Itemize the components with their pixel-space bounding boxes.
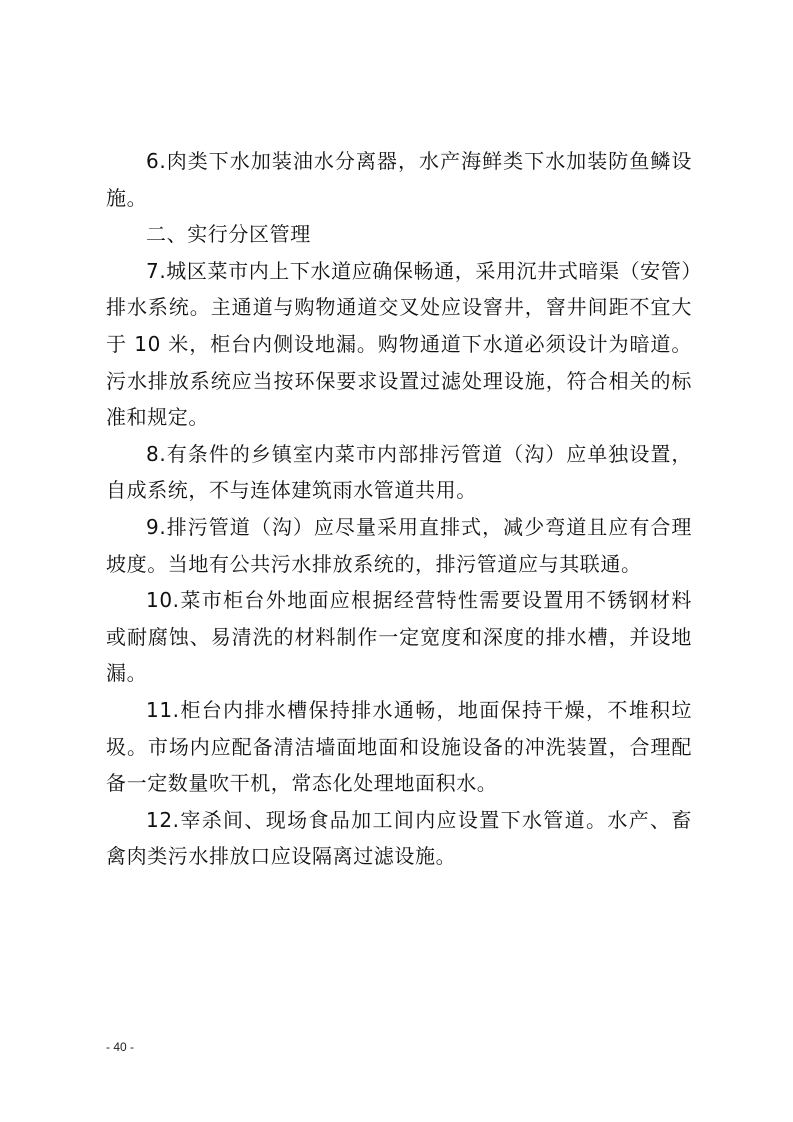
page-number: - 40 - — [106, 1040, 135, 1054]
paragraph-9: 9.排污管道（沟）应尽量采用直排式，减少弯道且应有合理坡度。当地有公共污水排放系统的，排污管道应与其联通。 — [106, 514, 692, 576]
paragraph-8: 8.有条件的乡镇室内菜市内部排污管道（沟）应单独设置，自成系统，不与连体建筑雨水管道共用。 — [106, 441, 692, 503]
paragraph-12: 12.宰杀间、现场食品加工间内应设置下水管道。水产、畜禽肉类污水排放口应设隔离过滤设施。 — [106, 807, 692, 869]
document-body — [106, 143, 692, 875]
paragraph-10: 10.菜市柜台外地面应根据经营特性需要设置用不锈钢材料或耐腐蚀、易清洗的材料制作一定宽度和深度的排水槽，并设地漏。 — [106, 588, 692, 686]
paragraph-7: 7.城区菜市内上下水道应确保畅通，采用沉井式暗渠（安管）排水系统。主通道与购物通道交叉处应设窨井，窨井间距不宜大于 10 米，柜台内侧设地漏。购物通道下水道必须设计为暗道。污水排放系统应当按环保要求设置过滤处理设施，符合相关的标准和规定。 — [106, 258, 692, 430]
paragraph-11: 11.柜台内排水槽保持排水通畅，地面保持干燥，不堆积垃圾。市场内应配备清洁墙面地面和设施设备的冲洗装置，合理配备一定数量吹干机，常态化处理地面积水。 — [106, 697, 692, 796]
section-heading: 二、实行分区管理 — [146, 222, 311, 247]
paragraph-6: 6.肉类下水加装油水分离器，水产海鲜类下水加装防鱼鳞设施。 — [106, 149, 692, 210]
